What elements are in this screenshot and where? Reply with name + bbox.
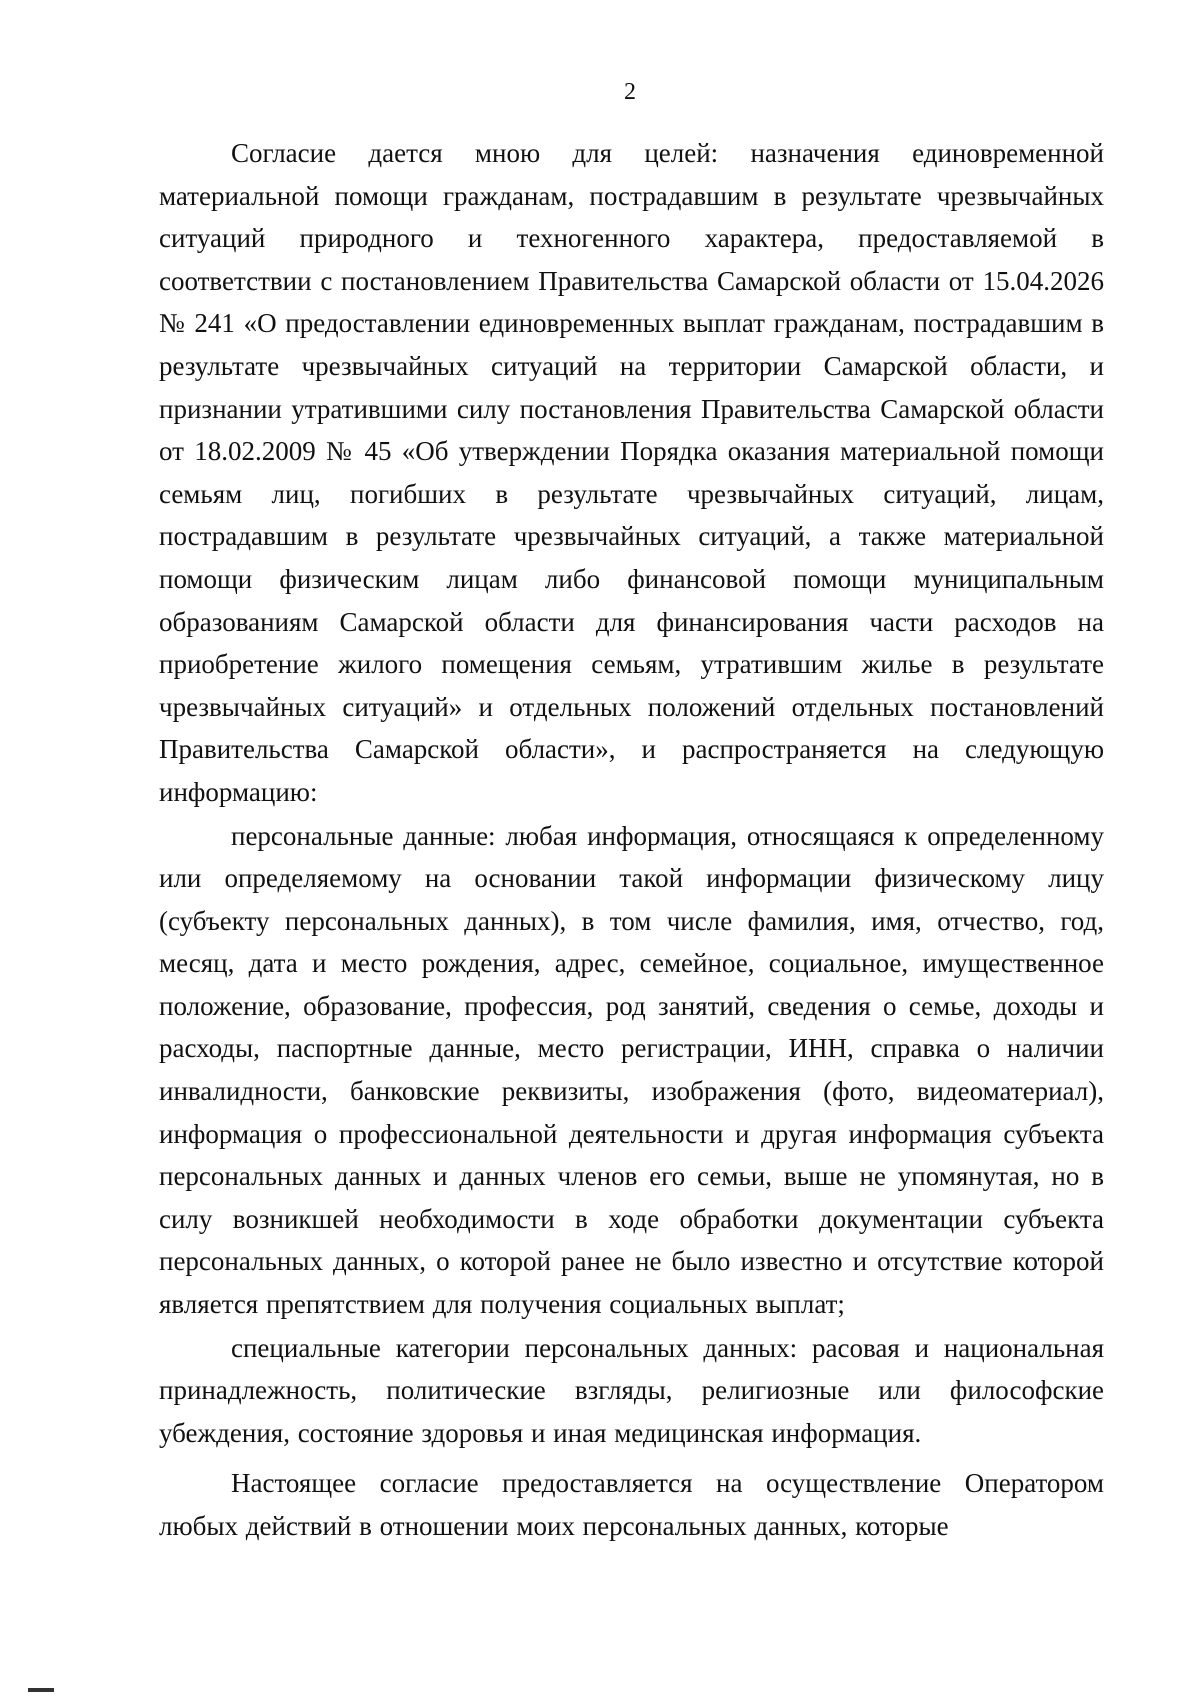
scan-edge-mark — [28, 1688, 54, 1692]
paragraph-consent-purpose: Согласие дается мною для целей: назначения единовременной материальной помощи гражданам, пострадавшим в результате чрезвычайных ситуаций природного и техногенного характера, предоставляемой в соответствии с постановлением Правительства Самарской области от 15.04.2026 № 241 «О предоставлении единовременных выплат гражданам, пострадавшим в результате чрезвычайных ситуаций на территории Самарской области, и признании утратившими силу постановления Правительства Самарской области от 18.02.2009 № 45 «Об утверждении Порядка оказания материальной помощи семьям лиц, погибших в результате чрезвычайных ситуаций, лицам, пострадавшим в результате чрезвычайных ситуаций, а также материальной помощи физическим лицам либо финансовой помощи муниципальным образованиям Самарской области для финансирования части расходов на приобретение жилого помещения семьям, утратившим жилье в результате чрезвычайных ситуаций» и отдельных положений отдельных постановлений Правительства Самарской области», и распространяется на следующую информацию: — [159, 138, 1104, 807]
paragraph-operator-actions: Настоящее согласие предоставляется на осуществление Оператором любых действий в отношении моих персональных данных, которые — [159, 1468, 1104, 1541]
document-body — [159, 132, 1104, 1548]
page-number: 2 — [624, 79, 636, 105]
paragraph-personal-data: персональные данные: любая информация, относящаяся к определенному или определяемому на основании такой информации физическому лицу (субъекту персональных данных), в том числе фамилия, имя, отчество, год, месяц, дата и место рождения, адрес, семейное, социальное, имущественное положение, образование, профессия, род занятий, сведения о семье, доходы и расходы, паспортные данные, место регистрации, ИНН, справка о наличии инвалидности, банковские реквизиты, изображения (фото, видеоматериал), информация о профессиональной деятельности и другая информация субъекта персональных данных и данных членов его семьи, выше не упомянутая, но в силу возникшей необходимости в ходе обработки документации субъекта персональных данных, о которой ранее не было известно и отсутствие которой является препятствием для получения социальных выплат; — [159, 820, 1104, 1320]
paragraph-special-categories: специальные категории персональных данных: расовая и национальная принадлежность, политические взгляды, религиозные или философские убеждения, состояние здоровья и иная медицинская информация. — [159, 1332, 1104, 1448]
